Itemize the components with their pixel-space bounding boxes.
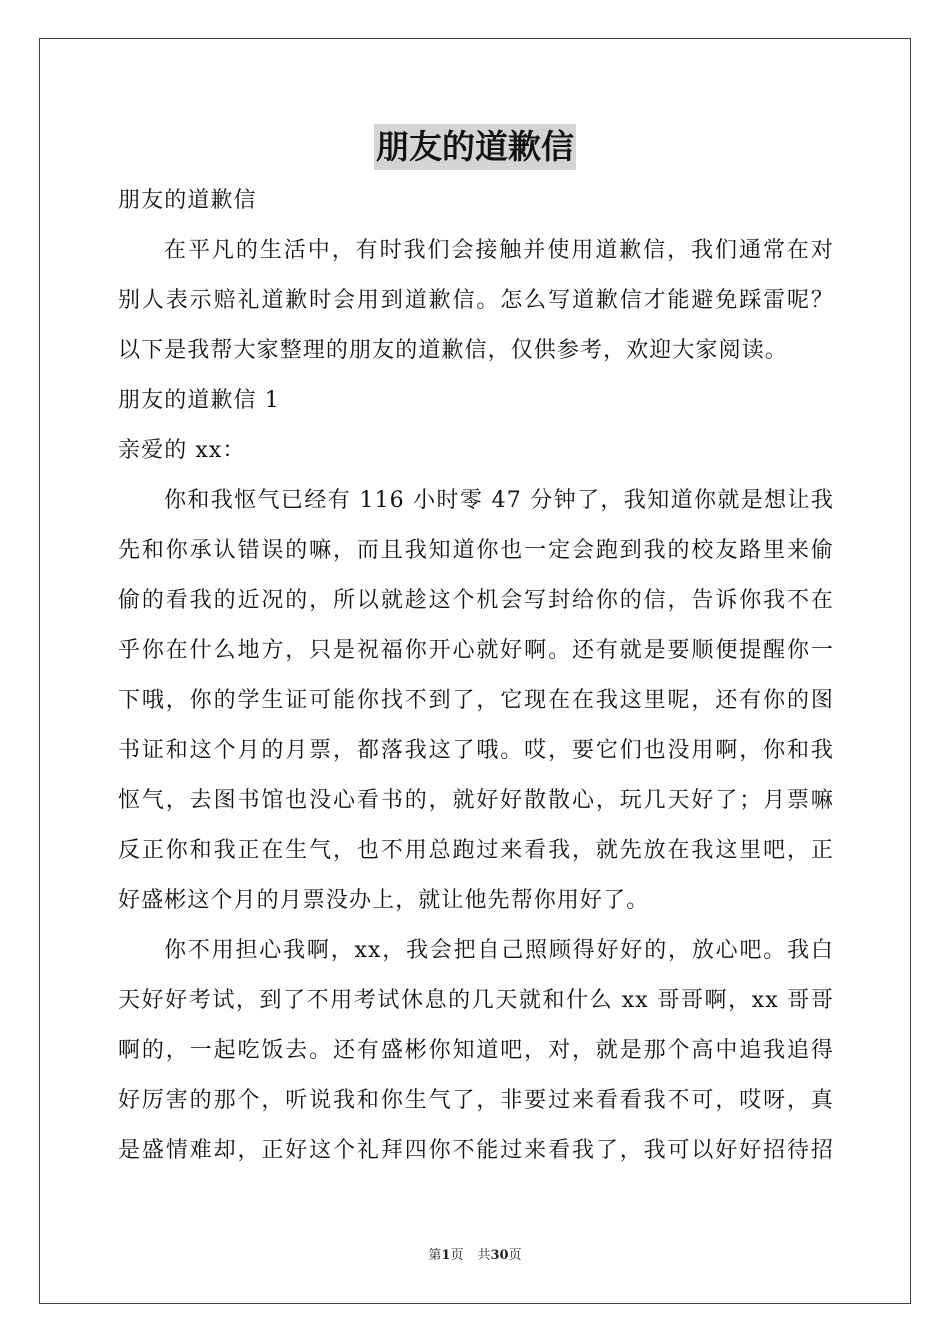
text-line: 是盛情难却，正好这个礼拜四你不能过来看我了，我可以好好招待招 — [118, 1138, 834, 1163]
text-line: 啊的，一起吃饭去。还有盛彬你知道吧，对，就是那个高中追我追得 — [118, 1038, 834, 1063]
text-line: 反正你和我正在生气，也不用总跑过来看我，就先放在我这里吧，正 — [118, 838, 834, 863]
page-footer — [0, 1246, 950, 1266]
text-line: 书证和这个月的月票，都落我这了哦。哎，要它们也没用啊，你和我 — [118, 738, 834, 763]
page-suffix: 页 — [450, 1248, 464, 1263]
text-line: 朋友的道歉信 1 — [118, 388, 280, 413]
text-line: 下哦，你的学生证可能你找不到了，它现在在我这里呢，还有你的图 — [118, 688, 834, 713]
text-line: 乎你在什么地方，只是祝福你开心就好啊。还有就是要顺便提醒你一 — [118, 638, 834, 663]
total-prefix: 共 — [477, 1248, 491, 1263]
text-line: 亲爱的 xx： — [118, 438, 246, 463]
text-line: 朋友的道歉信 — [118, 188, 257, 213]
page-prefix: 第 — [428, 1248, 442, 1263]
text-line: 好厉害的那个，听说我和你生气了，非要过来看看我不可，哎呀，真 — [118, 1088, 834, 1113]
text-line: 好盛彬这个月的月票没办上，就让他先帮你用好了。 — [118, 888, 650, 913]
text-line: 偷的看我的近况的，所以就趁这个机会写封给你的信，告诉你我不在 — [118, 588, 834, 613]
title-wrap — [0, 124, 950, 170]
text-line: 先和你承认错误的嘛，而且我知道你也一定会跑到我的校友路里来偷 — [118, 538, 834, 563]
text-line: 别人表示赔礼道歉时会用到道歉信。怎么写道歉信才能避免踩雷呢？ — [118, 288, 834, 313]
text-line: 在平凡的生活中，有时我们会接触并使用道歉信，我们通常在对 — [164, 238, 834, 263]
text-line: 以下是我帮大家整理的朋友的道歉信，仅供参考，欢迎大家阅读。 — [118, 338, 788, 363]
total-suffix: 页 — [508, 1248, 522, 1263]
text-line: 怄气，去图书馆也没心看书的，就好好散散心，玩几天好了；月票嘛 — [118, 788, 834, 813]
total-pages: 30 — [490, 1248, 509, 1263]
text-line: 你和我怄气已经有 116 小时零 47 分钟了，我知道你就是想让我 — [164, 488, 834, 513]
text-line: 天好好考试，到了不用考试休息的几天就和什么 xx 哥哥啊，xx 哥哥 — [118, 988, 834, 1013]
text-line: 你不用担心我啊，xx，我会把自己照顾得好好的，放心吧。我白 — [164, 938, 834, 963]
document-title: 朋友的道歉信 — [374, 124, 576, 170]
document-body — [118, 176, 834, 1176]
page-number: 1 — [441, 1248, 451, 1263]
